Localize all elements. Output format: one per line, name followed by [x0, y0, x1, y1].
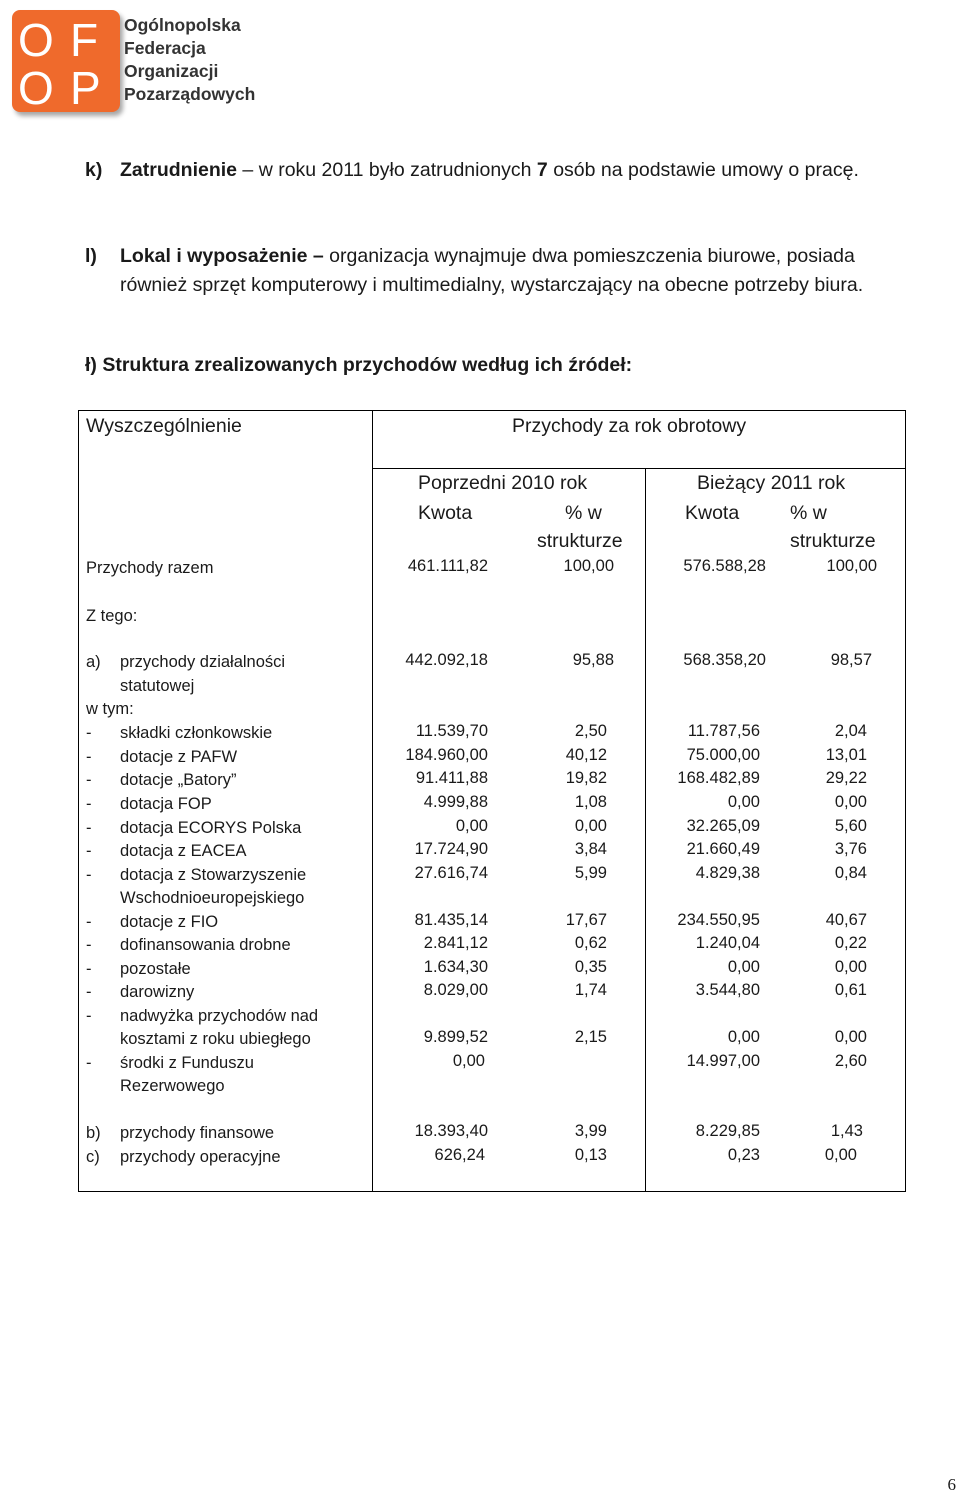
- row-marker: -: [86, 866, 92, 884]
- section-l-title: Lokal i wyposażenie: [120, 245, 308, 267]
- row-prev-pct: 1,74: [574, 981, 607, 999]
- row-prev-pct: 5,99: [574, 864, 607, 882]
- row-curr-pct: 0,61: [834, 981, 867, 999]
- row-marker: -: [86, 724, 92, 742]
- row-label: darowizny: [120, 983, 195, 1001]
- logo-letter-o1: O: [18, 14, 54, 66]
- section-k-marker: k): [85, 159, 103, 181]
- row-curr-pct: 100,00: [826, 557, 877, 575]
- row-curr-amount: 568.358,20: [683, 651, 766, 669]
- row-label: dofinansowania drobne: [120, 936, 291, 954]
- row-marker: -: [86, 983, 92, 1001]
- row-marker: -: [86, 913, 92, 931]
- section-l-text: organizacja wynajmuje dwa pomieszczenia biurowe, posiada również sprzęt komputerowy i multimedialny, wystarczający na obecne potrzeby biura.: [120, 245, 864, 296]
- row-prev-pct: 1,08: [574, 793, 607, 811]
- row-label: dotacja z EACEA: [120, 842, 247, 860]
- row-curr-pct: 0,00: [824, 1146, 857, 1164]
- row-prev-pct: 19,82: [565, 769, 607, 787]
- row-curr-amount: 8.229,85: [695, 1122, 760, 1140]
- row-label-cont: kosztami z roku ubiegłego: [120, 1030, 311, 1048]
- logo-letters: [12, 10, 120, 112]
- section-l-body: [120, 242, 925, 300]
- row-curr-amount: 0,00: [727, 1028, 760, 1046]
- row-curr-amount: 3.544,80: [695, 981, 760, 999]
- section-k-title: Zatrudnienie: [120, 159, 238, 181]
- row-curr-amount: 75.000,00: [686, 746, 760, 764]
- row-prev-amount: 17.724,90: [414, 840, 488, 858]
- row-marker: c): [86, 1148, 100, 1166]
- section-l-dash: –: [307, 245, 330, 267]
- row-prev-pct: 3,84: [574, 840, 607, 858]
- logo-mark: [12, 10, 120, 112]
- row-label: przychody finansowe: [120, 1124, 275, 1142]
- section-k-text1: w roku 2011 było zatrudnionych: [258, 159, 537, 181]
- row-marker: -: [86, 842, 92, 860]
- header-prev-pct-2: strukturze: [537, 530, 623, 552]
- row-curr-pct: 0,22: [834, 934, 867, 952]
- row-curr-pct: 13,01: [825, 746, 867, 764]
- row-prev-pct: 2,15: [574, 1028, 607, 1046]
- row-curr-pct: 0,00: [834, 1028, 867, 1046]
- header-spec: Wyszczególnienie: [86, 415, 242, 437]
- row-label-cont: statutowej: [120, 677, 195, 695]
- revenue-table: [78, 410, 906, 1192]
- row-curr-pct: 0,84: [834, 864, 867, 882]
- row-curr-amount: 234.550,95: [677, 911, 760, 929]
- row-label: Przychody razem: [86, 559, 214, 577]
- row-prev-amount: 11.539,70: [415, 722, 488, 740]
- section-k-text2: osób na podstawie umowy o pracę.: [547, 159, 859, 181]
- row-curr-amount: 11.787,56: [687, 722, 760, 740]
- header-curr-pct: % w: [790, 502, 827, 524]
- row-prev-pct: 3,99: [574, 1122, 607, 1140]
- row-label: składki członkowskie: [120, 724, 273, 742]
- row-prev-amount: 461.111,82: [407, 557, 488, 575]
- row-label: przychody działalności: [120, 653, 286, 671]
- row-curr-pct: 5,60: [834, 817, 867, 835]
- row-curr-amount: 576.588,28: [683, 557, 766, 575]
- row-label-cont: Rezerwowego: [120, 1077, 225, 1095]
- row-prev-amount: 18.393,40: [414, 1122, 488, 1140]
- row-prev-amount: 184.960,00: [405, 746, 488, 764]
- row-prev-pct: 2,50: [574, 722, 607, 740]
- row-label: dotacja ECORYS Polska: [120, 819, 302, 837]
- row-curr-pct: 40,67: [825, 911, 867, 929]
- page-number: 6: [947, 1475, 956, 1494]
- row-prev-amount: 0,00: [455, 817, 488, 835]
- section-k-body: [120, 156, 925, 185]
- row-curr-amount: 4.829,38: [695, 864, 760, 882]
- row-prev-pct: 17,67: [565, 911, 607, 929]
- row-prev-amount: 442.092,18: [405, 651, 488, 669]
- row-label: środki z Funduszu: [120, 1054, 254, 1072]
- section-l: [85, 242, 925, 300]
- row-marker: -: [86, 936, 92, 954]
- logo-line-4: Pozarządowych: [124, 84, 256, 104]
- row-marker: b): [86, 1124, 101, 1142]
- row-label: w tym:: [86, 700, 134, 718]
- header-revenue: Przychody za rok obrotowy: [512, 415, 747, 437]
- row-curr-pct: 3,76: [834, 840, 867, 858]
- section-k-dash: –: [237, 159, 259, 181]
- row-marker: -: [86, 771, 92, 789]
- row-prev-amount: 4.999,88: [423, 793, 488, 811]
- row-label: nadwyżka przychodów nad: [120, 1007, 319, 1025]
- row-marker: -: [86, 1054, 92, 1072]
- row-prev-amount: 0,00: [452, 1052, 485, 1070]
- header-prev-year: Poprzedni 2010 rok: [418, 472, 588, 494]
- row-prev-amount: 81.435,14: [414, 911, 488, 929]
- header-curr-amount: Kwota: [685, 502, 740, 524]
- row-curr-amount: 0,23: [727, 1146, 760, 1164]
- header-prev-amount: Kwota: [418, 502, 473, 524]
- row-curr-pct: 98,57: [830, 651, 872, 669]
- row-curr-amount: 0,00: [727, 793, 760, 811]
- row-curr-pct: 0,00: [834, 793, 867, 811]
- header-curr-pct-2: strukturze: [790, 530, 876, 552]
- row-curr-pct: 0,00: [834, 958, 867, 976]
- row-curr-amount: 32.265,09: [686, 817, 760, 835]
- row-marker: a): [86, 653, 101, 671]
- row-label: dotacje z FIO: [120, 913, 219, 931]
- row-prev-amount: 1.634,30: [423, 958, 488, 976]
- row-marker: -: [86, 1007, 92, 1025]
- row-prev-amount: 27.616,74: [414, 864, 488, 882]
- row-label: Z tego:: [86, 607, 138, 625]
- row-marker: -: [86, 748, 92, 766]
- row-prev-pct: 100,00: [563, 557, 614, 575]
- row-curr-amount: 1.240,04: [695, 934, 760, 952]
- row-curr-amount: 168.482,89: [677, 769, 760, 787]
- row-curr-pct: 2,04: [834, 722, 867, 740]
- logo-wordmark: [124, 14, 255, 106]
- row-curr-amount: 21.660,49: [686, 840, 760, 858]
- row-prev-amount: 8.029,00: [423, 981, 488, 999]
- row-curr-amount: 0,00: [727, 958, 760, 976]
- table-col-divider-2: [645, 468, 646, 1191]
- row-prev-pct: 0,35: [574, 958, 607, 976]
- row-prev-pct: 0,00: [574, 817, 607, 835]
- logo-letter-p: P: [70, 62, 101, 112]
- row-marker: -: [86, 819, 92, 837]
- row-prev-amount: 626,24: [434, 1146, 485, 1164]
- row-label: dotacja FOP: [120, 795, 212, 813]
- row-prev-amount: 91.411,88: [415, 769, 488, 787]
- row-marker: -: [86, 960, 92, 978]
- row-label-cont: Wschodnioeuropejskiego: [120, 889, 305, 907]
- section-title: ł) Struktura zrealizowanych przychodów według ich źródeł:: [85, 354, 633, 376]
- row-prev-pct: 95,88: [572, 651, 614, 669]
- row-label: dotacje „Batory”: [120, 771, 237, 789]
- row-label: dotacje z PAFW: [120, 748, 238, 766]
- row-prev-pct: 40,12: [565, 746, 607, 764]
- table-header-divider: [372, 468, 905, 469]
- table-col-divider-1: [372, 411, 373, 1191]
- row-label: przychody operacyjne: [120, 1148, 281, 1166]
- row-prev-amount: 2.841,12: [423, 934, 488, 952]
- row-prev-amount: 9.899,52: [423, 1028, 488, 1046]
- row-marker: -: [86, 795, 92, 813]
- row-prev-pct: 0,62: [574, 934, 607, 952]
- row-curr-pct: 2,60: [834, 1052, 867, 1070]
- row-curr-pct: 1,43: [830, 1122, 863, 1140]
- row-label: pozostałe: [120, 960, 191, 978]
- logo-line-2: Federacja: [124, 38, 206, 58]
- row-curr-pct: 29,22: [825, 769, 867, 787]
- logo-line-1: Ogólnopolska: [124, 15, 241, 35]
- header-prev-pct: % w: [565, 502, 602, 524]
- logo-letter-f: F: [70, 14, 99, 66]
- row-curr-amount: 14.997,00: [686, 1052, 760, 1070]
- row-label: dotacja z Stowarzyszenie: [120, 866, 307, 884]
- section-l-marker: l): [85, 245, 97, 267]
- ofop-logo: [10, 8, 260, 116]
- logo-line-3: Organizacji: [124, 61, 219, 81]
- header-curr-year: Bieżący 2011 rok: [697, 472, 846, 494]
- section-k: [85, 156, 925, 185]
- logo-letter-o2: O: [18, 62, 54, 112]
- row-prev-pct: 0,13: [574, 1146, 607, 1164]
- section-k-count: 7: [536, 159, 548, 181]
